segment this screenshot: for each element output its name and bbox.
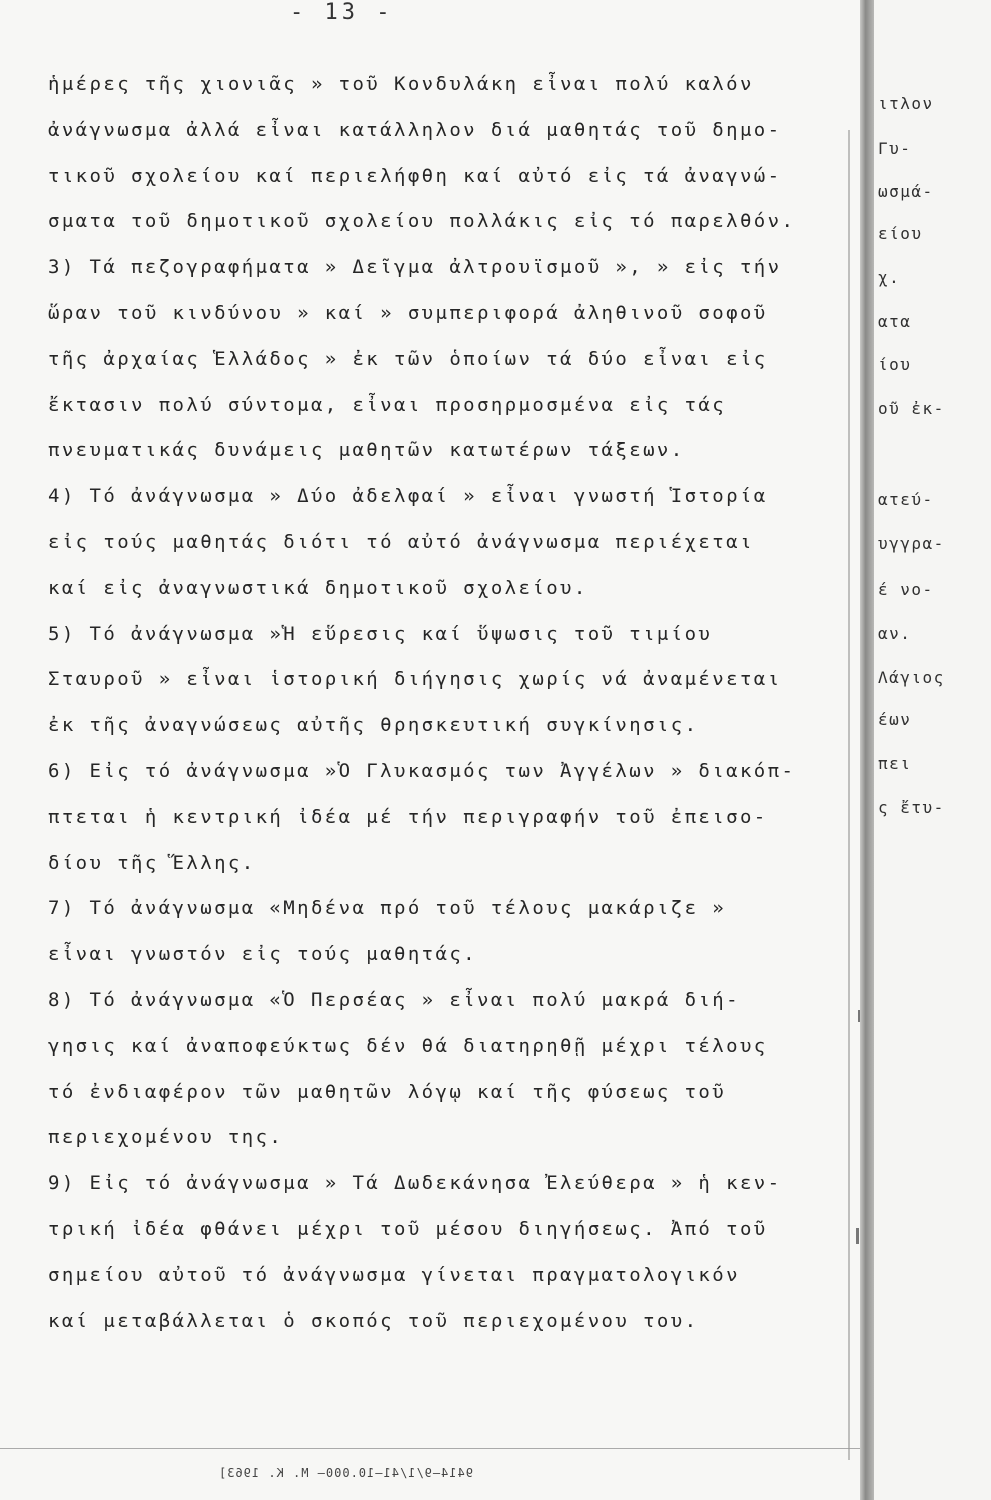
text-line: πτεται ἡ κεντρική ἰδέα μέ τήν περιγραφήν τοῦ ἐπεισο- xyxy=(48,805,768,828)
text-line: περιεχομένου της. xyxy=(48,1126,284,1149)
text-line: τικοῦ σχολείου καί περιελήφθη καί αὐτό εἰς τά ἀναγνώ- xyxy=(48,164,782,187)
text-line: ἔκτασιν πολύ σύντομα, εἶναι προσηρμοσμένα εἰς τάς xyxy=(48,393,727,416)
text-line: 6) Εἰς τό ἀνάγνωσμα »Ὁ Γλυκασμός των Ἀγγέλων » διακόπ- xyxy=(48,759,796,782)
adjacent-text-fragment: Λάγιος xyxy=(878,668,945,687)
text-line: ἡμέρες τῆς χιονιᾶς » τοῦ Κονδυλάκη εἶναι πολύ καλόν xyxy=(48,73,754,95)
text-line: τό ἐνδιαφέρον τῶν μαθητῶν λόγῳ καί τῆς φύσεως τοῦ xyxy=(48,1080,727,1103)
text-line: καί μεταβάλλεται ὁ σκοπός τοῦ περιεχομένου του. xyxy=(48,1309,699,1332)
text-line: 4) Τό ἀνάγνωσμα » Δύο ἀδελφαί » εἶναι γνωστή Ἱστορία xyxy=(48,485,768,508)
text-line: δίου τῆς Ἕλλης. xyxy=(48,851,256,874)
adjacent-text-fragment: ίου xyxy=(878,355,912,374)
adjacent-text-fragment: έ νο- xyxy=(878,580,934,599)
adjacent-text-fragment: Γυ- xyxy=(878,139,912,158)
text-line: τῆς ἀρχαίας Ἑλλάδος » ἐκ τῶν ὁποίων τά δύο εἶναι εἰς xyxy=(48,347,768,370)
adjacent-text-fragment: ωσμά- xyxy=(878,182,934,201)
book-binding-gutter xyxy=(860,0,874,1500)
adjacent-text-fragment: υγγρα- xyxy=(878,534,945,553)
text-line: Σταυροῦ » εἶναι ἱστορική διήγησις χωρίς νά ἀναμένεται xyxy=(48,668,782,691)
adjacent-page-edge xyxy=(874,0,991,1500)
text-line: γησις καί ἀναποφεύκτως δέν θά διατηρηθῇ μέχρι τέλους xyxy=(48,1034,768,1057)
printer-footer: 9414—9/1/41—10.000— Μ. Κ. 1963] xyxy=(218,1466,473,1480)
text-line: ὥραν τοῦ κινδύνου » καί » συμπεριφορά ἀληθινοῦ σοφοῦ xyxy=(48,301,768,324)
bottom-divider xyxy=(0,1448,860,1449)
adjacent-text-fragment: έων xyxy=(878,710,912,729)
text-line: 9) Εἰς τό ἀνάγνωσμα » Τά Δωδεκάνησα Ἐλεύθερα » ἡ κεν- xyxy=(48,1172,782,1195)
page-number: - 13 - xyxy=(290,0,394,25)
adjacent-text-fragment: ιτλον xyxy=(878,94,934,113)
scan-mark xyxy=(856,1228,859,1244)
text-line: εἰς τούς μαθητάς διότι τό αὐτό ἀνάγνωσμα περιέχεται xyxy=(48,530,754,553)
text-line: σματα τοῦ δημοτικοῦ σχολείου πολλάκις εἰς τό παρελθόν. xyxy=(48,210,796,233)
text-line: εἶναι γνωστόν εἰς τούς μαθητάς. xyxy=(48,943,478,966)
body-text xyxy=(48,62,848,1344)
text-line: σημείου αὐτοῦ τό ἀνάγνωσμα γίνεται πραγματολογικόν xyxy=(48,1263,740,1286)
text-line: 3) Τά πεζογραφήματα » Δεῖγμα ἀλτρουϊσμοῦ », » εἰς τήν xyxy=(48,256,782,279)
text-line: τρική ἰδέα φθάνει μέχρι τοῦ μέσου διηγήσεως. Ἀπό τοῦ xyxy=(48,1217,768,1240)
adjacent-text-fragment: είου xyxy=(878,224,923,243)
adjacent-text-fragment: χ. xyxy=(878,268,901,287)
text-line: ἐκ τῆς ἀναγνώσεως αὐτῆς θρησκευτική συγκίνησις. xyxy=(48,714,699,737)
text-line: 8) Τό ἀνάγνωσμα «Ὁ Περσέας » εἶναι πολύ μακρά διή- xyxy=(48,988,740,1011)
adjacent-text-fragment: αν. xyxy=(878,624,912,643)
text-line: ἀνάγνωσμα ἀλλά εἶναι κατάλληλον διά μαθητάς τοῦ δημο- xyxy=(48,118,782,141)
text-line: 5) Τό ἀνάγνωσμα »Ἡ εὕρεσις καί ὕψωσις τοῦ τιμίου xyxy=(48,622,713,645)
adjacent-text-fragment: ς ἔτυ- xyxy=(878,798,945,817)
adjacent-text-fragment: ατα xyxy=(878,312,912,331)
adjacent-text-fragment: ατεύ- xyxy=(878,490,934,509)
text-line: καί εἰς ἀναγνωστικά δημοτικοῦ σχολείου. xyxy=(48,576,588,599)
adjacent-text-fragment: οῦ ἐκ- xyxy=(878,399,945,418)
text-line: 7) Τό ἀνάγνωσμα «Μηδένα πρό τοῦ τέλους μακάριζε » xyxy=(48,897,727,920)
binding-shadow-line xyxy=(848,130,850,1460)
text-line: πνευματικάς δυνάμεις μαθητῶν κατωτέρων τάξεων. xyxy=(48,439,685,462)
adjacent-text-fragment: πει xyxy=(878,754,912,773)
